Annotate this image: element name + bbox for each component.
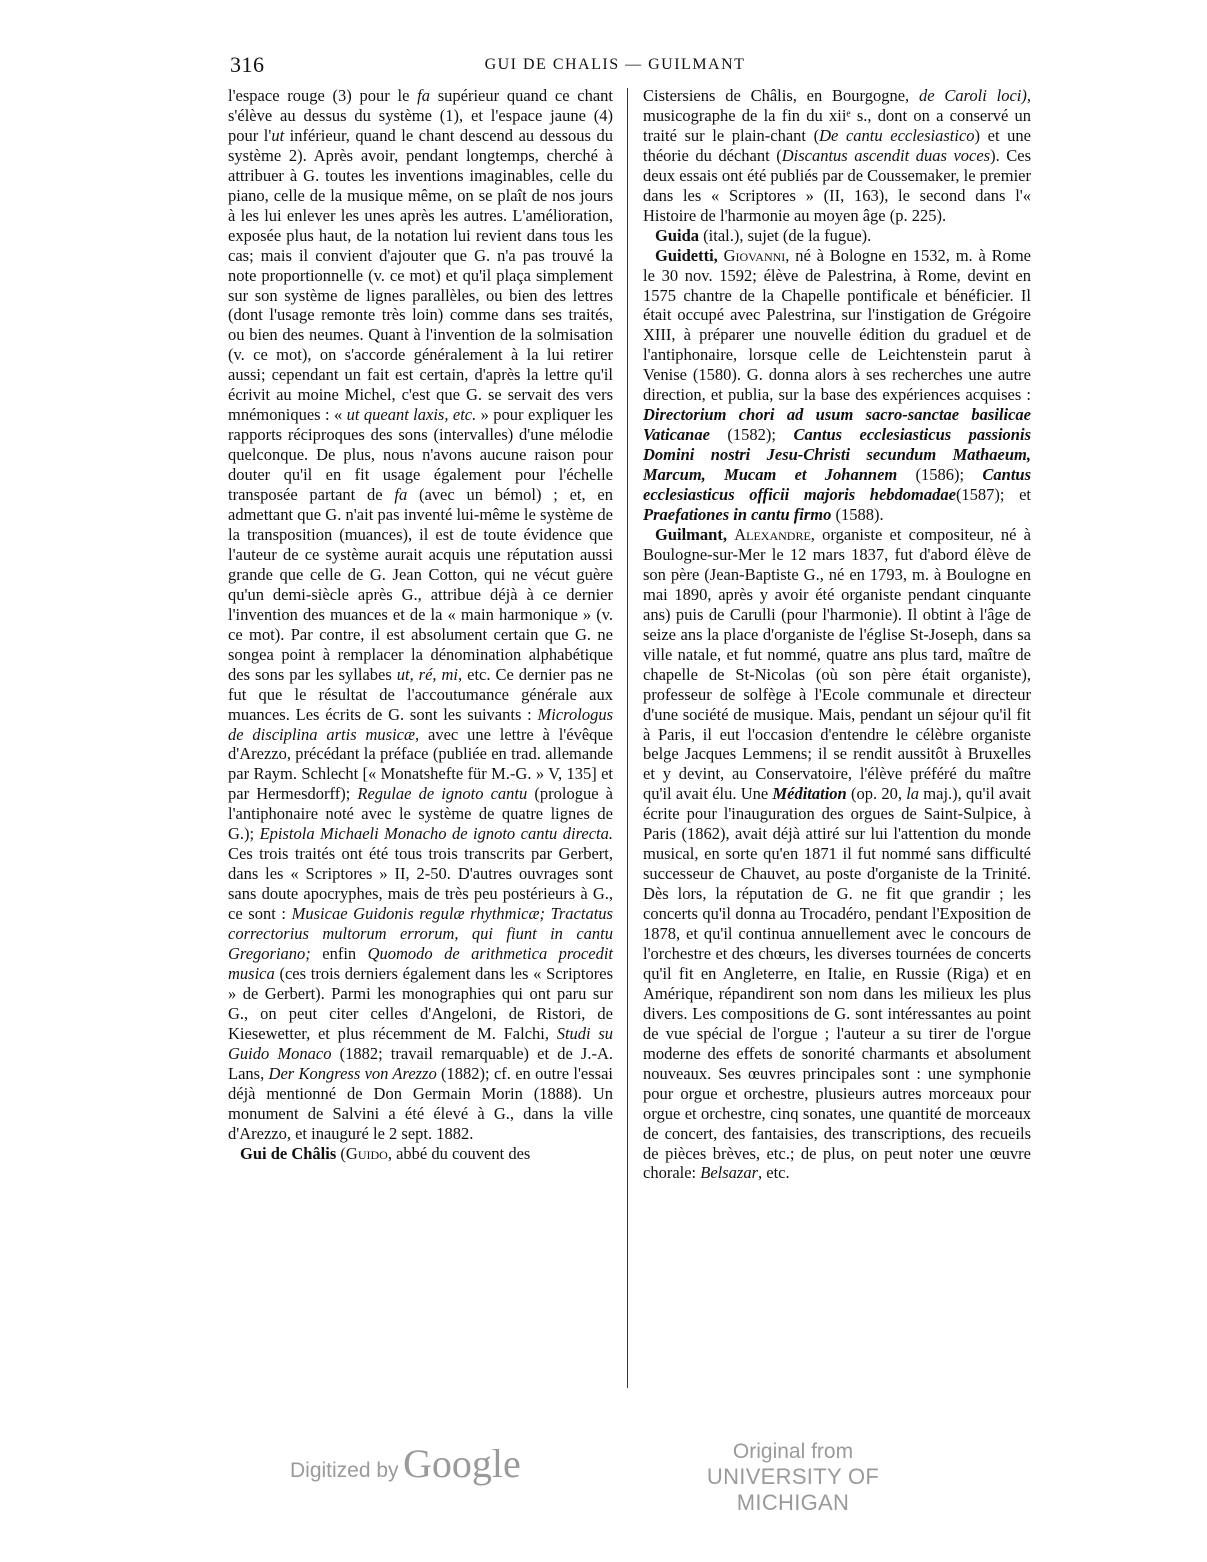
entry-heading: Guilmant, (655, 524, 727, 544)
entry-heading: Gui de Châlis (240, 1143, 337, 1163)
entry-guida: Guida (ital.), sujet (de la fugue). (655, 225, 872, 245)
entry-guidetti: Guidetti, Giovanni, né à Bologne en 1532, m. à Rome le 30 nov. 1592; élève de Palestrina, à Rome, devint en 1575 chantre de la Chapelle pontificale et bénéficier. Il était occupé avec Palestrina, sur l'instigation de Grégoire XIII, à préparer une nouvelle édition du graduel et de l'antiphonaire, lorsque celle de Leichtenstein parut à Venise (1580). G. donna alors à ses recherches une autre direction, et publia, sur la base des expériences acquises : Directorium chori ad usum sacro-sanctae basilicae Vaticanae (1582); Cantus ecclesiasticus passionis Domini nostri Jesu-Christi secundum Mathaeum, Marcum, Mucam et Johannem (1586); Cantus ecclesiasticus officii majoris hebdomadae(1587); et Praefationes in cantu firmo (1588). (643, 245, 1032, 525)
digitized-by-google-watermark: Digitized by Google (290, 1441, 521, 1486)
column-divider (627, 88, 628, 1388)
entry-heading: Guidetti, (655, 245, 718, 265)
right-column (643, 86, 1031, 1183)
entry-guilmant: Guilmant, Alexandre, organiste et compositeur, né à Boulogne-sur-Mer le 12 mars 1837, fut d'abord élève de son père (Jean-Baptiste G., né en 1793, m. à Boulogne en mai 1890, après y avoir été organiste pendant cinquante ans) puis de Carulli (pour l'harmonie). Il obtint à l'âge de seize ans la place d'organiste de l'église St-Joseph, dans sa ville natale, et fut nommé, quatre ans plus tard, maître de chapelle de St-Nicolas (où son père était organiste), professeur de solfège à l'Ecole communale et directeur d'une société de musique. Mais, pendant un séjour qu'il fit à Paris, il eut l'occasion d'entendre le célèbre organiste belge Jacques Lemmens; il se rendit aussitôt à Bruxelles et y devint, au Conservatoire, l'élève préféré du maître qu'il avait élu. Une Méditation (op. 20, la maj.), qu'il avait écrite pour l'inauguration des orgues de Saint-Sulpice, à Paris (1862), avait déjà attiré sur lui l'attention du monde musical, en sorte qu'en 1871 il fut nommé sans difficulté successeur de Chauvet, au poste d'organiste de la Trinité. Dès lors, la réputation de G. ne fit que grandir ; les concerts qu'il donna au Trocadéro, pendant l'Exposition de 1878, et qu'il continua annuellement avec le concours de l'orchestre et des chœurs, les diverses tournées de concerts qu'il fit en Angleterre, en Italie, en Russie (Riga) et en Amérique, répandirent son nom dans les milieux les plus divers. Les compositions de G. sont intéressantes au point de vue spécial de l'orgue ; l'auteur a su tirer de l'orgue moderne des effets de sonorité charmants et absolument nouveaux. Ses œuvres principales sont : une symphonie pour orgue et orchestre, plusieurs autres morceaux pour orgue et orchestre, cinq sonates, une quantité de morceaux de concert, des fantaisies, des transcriptions, des recueils de pièces brèves, etc.; de plus, on peut noter une œuvre chorale: Belsazar, etc. (643, 524, 1031, 1183)
entry-heading: Guida (655, 225, 700, 245)
university-of-michigan-watermark: Original from UNIVERSITY OF MICHIGAN (706, 1440, 880, 1515)
paragraph-guido-continued: l'espace rouge (3) pour le fa supérieur quand ce chant s'élève au dessus du système (1), et l'espace jaune (4) pour l'ut inférieur, quand le chant descend au dessous du système 2). Après avoir, pendant longtemps, cherché à attribuer à G. toutes les inventions imaginables, celle du piano, celle de la musique même, on se plaît de nos jours à les lui enlever les unes après les autres. L'amélioration, exposée plus haut, de la notation lui revient dans tous les cas; mais il convient d'ajouter que G. n'a pas trouvé la note proportionnelle (v. ce mot) et qu'il plaça simplement sur son système de lignes parallèles, ou bien des lettres (dont l'usage remonte très loin) comme dans ses traités, ou bien des neumes. Quant à l'invention de la solmisation (v. ce mot), on s'accorde généralement à la lui retirer aussi; cependant un fait est certain, d'après la lettre qu'il écrivit au moine Michel, c'est que G. se servait des vers mnémoniques : « ut queant laxis, etc. » pour expliquer les rapports réciproques des sons (intervalles) d'une mélodie quelconque. De plus, nous n'avons aucune raison pour douter qu'il en fit usage également pour l'échelle transposée partant de fa (avec un bémol) ; et, en admettant que G. n'ait pas inventé lui-même le système de la transposition (muances), il est de toute évidence que l'auteur de ce système aurait acquis une réputation aussi grande que celle de G. Jean Cotton, qui ne vécut guère qu'un demi-siècle après G., attribue déjà à ce dernier l'invention des muances et de la « main harmonique » (v. ce mot). Par contre, il est absolument certain que G. ne songea point à remplacer la dénomination alphabétique des sons par les syllabes ut, ré, mi, etc. Ce dernier pas ne fut que le résultat de l'accoutumance générale aux muances. Les écrits de G. sont les suivants : Micrologus de disciplina artis musicæ, avec une lettre à l'évêque d'Arezzo, précédant la préface (publiée en trad. allemande par Raym. Schlecht [« Monatshefte für M.-G. » V, 135] et par Hermesdorff); Regulae de ignoto cantu (prologue à l'antiphonaire noté avec le système de quatre lignes de G.); Epistola Michaeli Monacho de ignoto cantu directa. Ces trois traités ont été tous trois transcrits par Gerbert, dans les « Scriptores » II, 2-50. D'autres ouvrages sont sans doute apocryphes, mais de très peu postérieurs à G., ce sont : Musicae Guidonis regulæ rhythmicæ; Tractatus correctorius multorum errorum, qui fiunt in cantu Gregoriano; enfin Quomodo de arithmetica procedit musica (ces trois derniers également dans les « Scriptores » de Gerbert). Parmi les monographies qui ont paru sur G., on peut citer celles d'Angeloni, de Ristori, de Kiesewetter, et plus récemment de M. Falchi, Studi su Guido Monaco (1882; travail remarquable) et de J.-A. Lans, Der Kongress von Arezzo (1882); cf. en outre l'essai déjà mentionné de Don Germain Morin (1888). Un monument de Salvini a été élevé à G., dans la ville d'Arezzo, et inauguré le 2 sept. 1882. (228, 86, 614, 1143)
entry-gui-de-chalis: Gui de Châlis (Guido, abbé du couvent des (240, 1143, 531, 1163)
left-column (228, 86, 613, 1163)
entry-gui-de-chalis-continued: Cistersiens de Châlis, en Bourgogne, de Caroli loci), musicographe de la fin du xiiᵉ s., dont on a conservé un traité sur le plain-chant (De cantu ecclesiastico) et une théorie du déchant (Discantus ascendit duas voces). Ces deux essais ont été publiés par de Coussemaker, le premier dans les « Scriptores » (II, 163), le second dans l'« Histoire de l'harmonie au moyen âge (p. 225). (643, 86, 1031, 225)
running-head: GUI DE CHALIS — GUILMANT (484, 56, 746, 73)
page-number: 316 (230, 52, 265, 77)
google-logo: Google (403, 1441, 521, 1486)
